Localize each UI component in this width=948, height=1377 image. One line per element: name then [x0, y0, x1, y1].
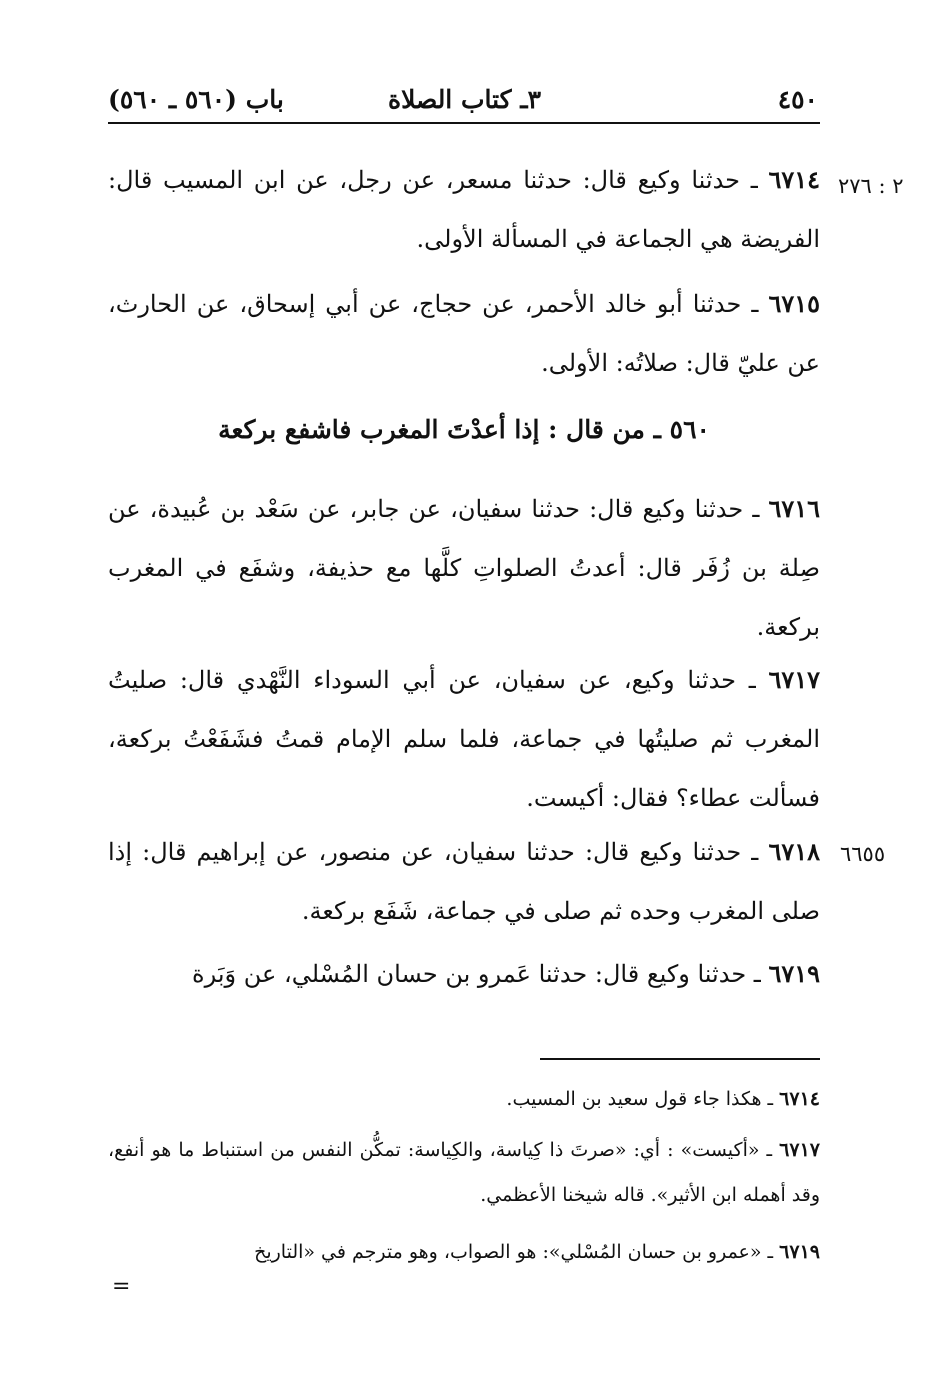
hadith-number: ٦٧١٥ [768, 289, 820, 318]
footnote [108, 1230, 820, 1275]
hadith-paragraph [108, 944, 820, 1004]
hadith-paragraph [108, 822, 820, 941]
footnote-rule [540, 1058, 820, 1060]
hadith-paragraph [108, 274, 820, 393]
footnote-text: ـ «أكيست» : أي: «صرتَ ذا كِياسة، والكِياسة: تمكُّن النفس من استنباط ما هو أنفع، وقد أهمله ابن الأثير». قاله شيخنا الأعظمي. [108, 1139, 820, 1206]
footnote-text: ـ هكذا جاء قول سعيد بن المسيب. [506, 1088, 780, 1110]
margin-reference: ٢ : ٢٧٦ [838, 174, 904, 198]
continuation-mark: = [112, 1274, 131, 1299]
book-title: ٣ـ كتاب الصلاة [388, 85, 542, 114]
footnote-number: ٦٧١٩ [779, 1241, 820, 1263]
footnote-number: ٦٧١٧ [779, 1139, 820, 1161]
page-number: ٤٥٠ [777, 85, 818, 114]
hadith-number: ٦٧١٤ [768, 165, 820, 194]
section-title: ٥٦٠ ـ من قال : إذا أعدْتَ المغرب فاشفع بركعة [218, 415, 710, 444]
hadith-paragraph [108, 650, 820, 828]
hadith-paragraph [108, 150, 820, 269]
footnote-text: ـ «عمرو بن حسان المُسْلي»: هو الصواب، وهو مترجم في «التاريخ [254, 1241, 780, 1263]
chapter-range: باب (٥٦٠ ـ ٥٦٠) [108, 85, 284, 114]
footnote [108, 1077, 820, 1122]
hadith-text: ـ حدثنا وكيع قال: حدثنا عَمرو بن حسان المُسْلي، عن وَبَرة [192, 960, 769, 988]
hadith-paragraph [108, 479, 820, 657]
margin-reference: ٦٦٥٥ [840, 842, 886, 866]
header-rule [108, 122, 820, 124]
hadith-number: ٦٧١٨ [768, 837, 820, 866]
hadith-number: ٦٧١٦ [768, 494, 820, 523]
hadith-text: ـ حدثنا وكيع، عن سفيان، عن أبي السوداء النَّهْدي قال: صليتُ المغرب ثم صليتُها في جماعة، فلما سلم الإمام قمتُ فشَفَعْتُ بركعة، فسألت عطاء؟ فقال: أكيست. [108, 666, 820, 812]
hadith-text: ـ حدثنا وكيع قال: حدثنا سفيان، عن جابر، عن سَعْد بن عُبيدة، عن صِلة بن زُفَر قال: أعدتُ الصلواتِ كلَّها مع حذيفة، وشفَع في المغرب بركعة. [108, 495, 820, 641]
footnote-number: ٦٧١٤ [779, 1088, 820, 1110]
hadith-text: ـ حدثنا وكيع قال: حدثنا سفيان، عن منصور، عن إبراهيم قال: إذا صلى المغرب وحده ثم صلى في جماعة، شَفَع بركعة. [108, 838, 820, 925]
hadith-number: ٦٧١٩ [768, 959, 820, 988]
hadith-text: ـ حدثنا وكيع قال: حدثنا مسعر، عن رجل، عن ابن المسيب قال: الفريضة هي الجماعة في المسألة الأولى. [108, 166, 820, 253]
hadith-number: ٦٧١٧ [768, 665, 821, 694]
footnote [108, 1128, 820, 1218]
hadith-text: ـ حدثنا أبو خالد الأحمر، عن حجاج، عن أبي إسحاق، عن الحارث، عن عليّ قال: صلاتُه: الأولى. [108, 290, 820, 377]
